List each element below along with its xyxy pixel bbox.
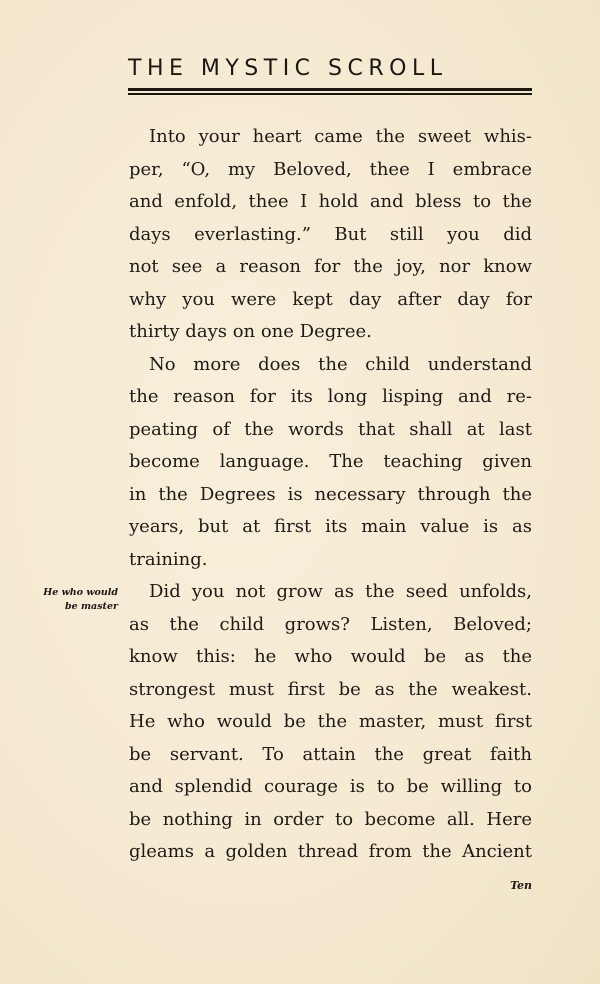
text-line: and splendid courage is to be willing to [129, 776, 532, 797]
text-line: not see a reason for the joy, nor know [129, 256, 532, 277]
text-line: per, “O, my Beloved, thee I embrace [129, 158, 532, 180]
text-line: Did you not grow as the seed unfolds, [149, 581, 532, 602]
paragraph-2 [129, 349, 532, 577]
text-line: become language. The teaching given [129, 451, 532, 472]
paragraph-3 [129, 576, 532, 869]
text-line: peating of the words that shall at last [129, 418, 532, 440]
text-line: years, but at first its main value is as [129, 516, 532, 537]
text-line: days everlasting.” But still you did [129, 223, 532, 245]
text-line: and enfold, thee I hold and bless to the [129, 191, 532, 212]
body-text [129, 121, 532, 869]
text-line: training. [129, 548, 208, 570]
margin-note [14, 586, 118, 614]
text-line: be nothing in order to become all. Here [129, 808, 532, 830]
text-line: the reason for its long lisping and re- [129, 386, 532, 407]
text-line: gleams a golden thread from the Ancient [129, 841, 532, 862]
page-number: Ten [510, 879, 532, 892]
text-line: strongest must first be as the weakest. [129, 678, 532, 700]
text-line: know this: he who would be as the [129, 646, 532, 667]
text-line: in the Degrees is necessary through the [129, 483, 532, 505]
header-rule-thin [128, 93, 532, 95]
text-line: No more does the child understand [149, 353, 532, 375]
text-line: He who would be the master, must first [129, 711, 532, 732]
text-line: why you were kept day after day for [129, 288, 532, 310]
margin-note-line: He who would [43, 587, 118, 598]
header-rule-thick [128, 88, 532, 91]
paragraph-1 [129, 121, 532, 349]
text-line: thirty days on one Degree. [129, 321, 372, 342]
text-line: Into your heart came the sweet whis- [149, 126, 532, 147]
text-line: as the child grows? Listen, Beloved; [129, 613, 532, 635]
margin-note-line: be master [65, 601, 118, 612]
running-header: THE MYSTIC SCROLL [128, 56, 448, 81]
text-line: be servant. To attain the great faith [129, 743, 532, 765]
